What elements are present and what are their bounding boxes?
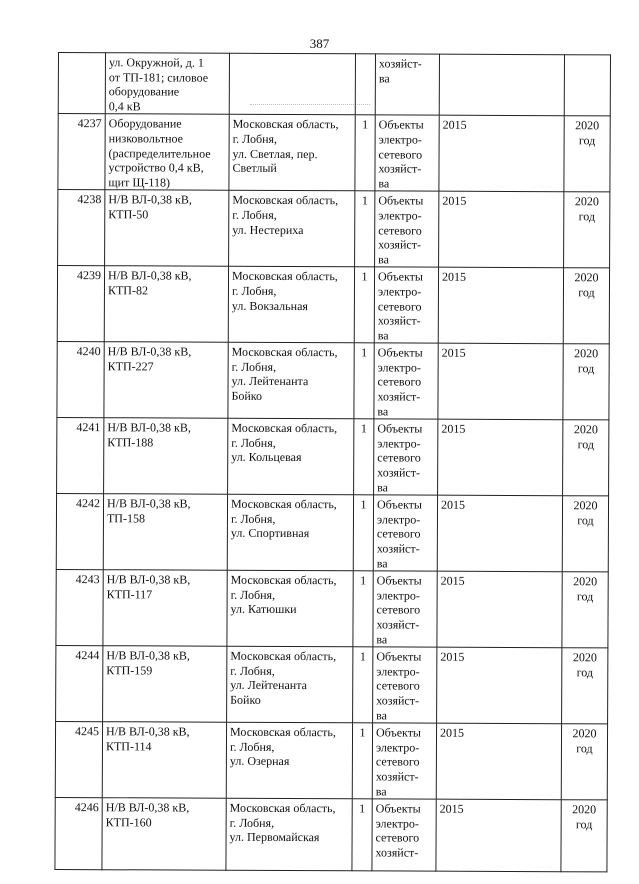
address-cell: Московская область, г. Лобня, ул. Нестериха [229, 191, 355, 268]
quantity-cell: 1 [353, 495, 373, 571]
address-cell: Московская область, г. Лобня, ул. Спортивная [227, 494, 353, 571]
term-cell: 2020 год [562, 572, 608, 648]
object-name-cell: Н/В ВЛ-0,38 кВ, КТП-50 [105, 190, 229, 267]
purpose-cell: Объекты электро- сетевого хозяйст- [372, 799, 436, 871]
purpose-cell: Объекты электро- сетевого хозяйст- ва [373, 571, 437, 647]
row-number-cell: 4245 [55, 722, 102, 798]
term-cell: 2020 год [563, 344, 609, 420]
purpose-cell: Объекты электро- сетевого хозяйст- ва [372, 723, 436, 799]
table-row [57, 418, 609, 496]
purpose-cell: Объекты электро- сетевого хозяйст- ва [375, 191, 439, 267]
object-name-cell: Н/В ВЛ-0,38 кВ, КТП-188 [104, 418, 228, 495]
object-name-cell: Н/В ВЛ-0,38 кВ, КТП-117 [103, 570, 227, 647]
table-row [58, 114, 610, 192]
purpose-cell: Объекты электро- сетевого хозяйст- ва [374, 267, 438, 343]
address-cell: Московская область, г. Лобня, ул. Кольцевая [228, 418, 354, 495]
quantity-cell: 1 [354, 267, 374, 343]
year-cell: 2015 [436, 723, 561, 800]
row-number-cell: 4240 [57, 342, 104, 418]
year-cell [439, 54, 564, 116]
quantity-cell: 1 [353, 571, 373, 647]
table-row [55, 798, 607, 872]
term-cell [564, 55, 610, 117]
object-name-cell: Оборудование низковольтное (распределительное устройство 0,4 кВ, щит Щ-118) [105, 114, 229, 191]
quantity-cell: 1 [353, 647, 373, 723]
table-row [56, 646, 608, 724]
row-number-cell: 4246 [55, 798, 102, 870]
table-row [57, 342, 609, 420]
object-name-cell: ул. Окружной, д. 1 от ТП-181; силовое оборудование 0,4 кВ [105, 53, 229, 115]
term-cell: 2020 год [564, 192, 610, 268]
table-row [58, 190, 610, 268]
quantity-cell: 1 [352, 723, 372, 799]
quantity-cell: 1 [355, 191, 375, 267]
table-row [56, 570, 608, 648]
term-cell: 2020 год [562, 496, 608, 572]
term-cell: 2020 год [563, 268, 609, 344]
year-cell: 2015 [438, 419, 563, 496]
object-name-cell: Н/В ВЛ-0,38 кВ, КТП-159 [103, 646, 227, 723]
quantity-cell: 1 [354, 419, 374, 495]
address-cell: Московская область, г. Лобня, ул. Вокзальная [228, 267, 354, 344]
row-number-cell: 4237 [58, 114, 105, 190]
term-cell: 2020 год [561, 800, 607, 872]
year-cell: 2015 [437, 647, 562, 724]
purpose-cell: Объекты электро- сетевого хозяйст- ва [373, 647, 437, 723]
term-cell: 2020 год [561, 724, 607, 800]
purpose-cell: Объекты электро- сетевого хозяйст- ва [375, 115, 439, 191]
address-cell: Московская область, г. Лобня, ул. Лейтенанта Бойко [227, 646, 353, 723]
quantity-cell: 1 [354, 343, 374, 419]
row-number-cell: 4242 [56, 494, 103, 570]
address-cell: Московская область, г. Лобня, ул. Озерная [226, 722, 352, 799]
year-cell: 2015 [439, 116, 564, 193]
table-row [55, 722, 607, 800]
table-body [55, 53, 611, 872]
address-cell: Московская область, г. Лобня, ул. Катюшки [227, 570, 353, 647]
object-name-cell: Н/В ВЛ-0,38 кВ, ТП-158 [103, 494, 227, 571]
row-number-cell [58, 53, 105, 115]
year-cell: 2015 [437, 571, 562, 648]
year-cell: 2015 [436, 799, 561, 872]
purpose-cell: хозяйст- ва [375, 54, 439, 116]
table-row [56, 494, 608, 572]
asset-register-table [54, 52, 611, 872]
row-number-cell: 4244 [56, 646, 103, 722]
address-cell: Московская область, г. Лобня, ул. Светлая, пер. Светлый [229, 115, 355, 192]
page-number: 387 [309, 36, 330, 51]
row-number-cell: 4238 [58, 190, 105, 266]
term-cell: 2020 год [563, 420, 609, 496]
year-cell: 2015 [438, 343, 563, 420]
term-cell: 2020 год [562, 648, 608, 724]
address-cell: Московская область, г. Лобня, ул. Первомайская [226, 798, 352, 871]
object-name-cell: Н/В ВЛ-0,38 кВ, КТП-160 [102, 798, 226, 871]
row-number-cell: 4239 [57, 266, 104, 342]
term-cell: 2020 год [564, 116, 610, 192]
table-row [58, 53, 610, 117]
quantity-cell [355, 54, 375, 115]
object-name-cell: Н/В ВЛ-0,38 кВ, КТП-82 [104, 266, 228, 343]
purpose-cell: Объекты электро- сетевого хозяйст- ва [373, 495, 437, 571]
object-name-cell: Н/В ВЛ-0,38 кВ, КТП-114 [102, 722, 226, 799]
row-number-cell: 4241 [57, 418, 104, 494]
purpose-cell: Объекты электро- сетевого хозяйст- ва [374, 343, 438, 419]
year-cell: 2015 [437, 495, 562, 572]
purpose-cell: Объекты электро- сетевого хозяйст- ва [374, 419, 438, 495]
quantity-cell: 1 [352, 799, 372, 871]
year-cell: 2015 [439, 192, 564, 269]
year-cell: 2015 [438, 267, 563, 344]
object-name-cell: Н/В ВЛ-0,38 кВ, КТП-227 [104, 342, 228, 419]
quantity-cell: 1 [355, 115, 375, 191]
address-cell [229, 53, 355, 115]
table-row [57, 266, 609, 344]
address-cell: Московская область, г. Лобня, ул. Лейтенанта Бойко [228, 343, 354, 420]
row-number-cell: 4243 [56, 570, 103, 646]
